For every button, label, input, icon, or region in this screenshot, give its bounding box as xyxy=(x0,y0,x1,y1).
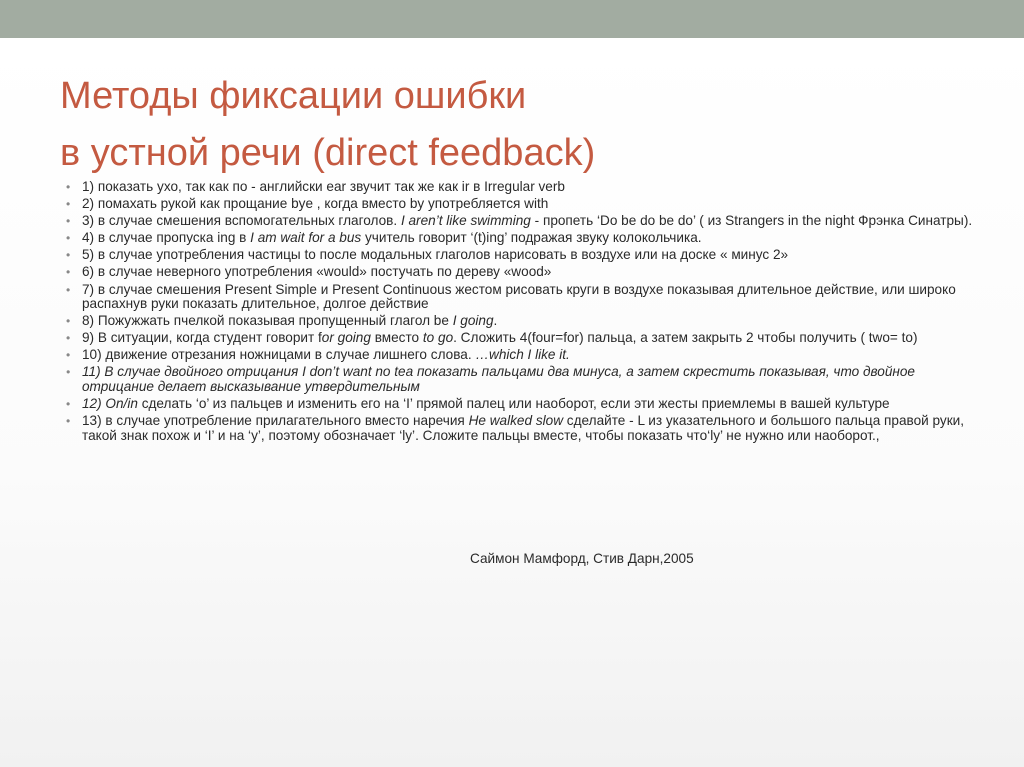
list-item xyxy=(80,248,980,263)
list-item xyxy=(80,365,980,394)
list-item xyxy=(80,180,980,195)
title-line-2: в устной речи (direct feedback) xyxy=(60,132,596,174)
item-text: 9) В ситуации, когда студент говорит f xyxy=(82,330,322,346)
item-text: 6) в случае неверного употребления «would» постучать по дереву «wood» xyxy=(82,264,552,280)
item-text: 10) движение отрезания ножницами в случае лишнего слова. xyxy=(82,347,476,363)
item-text: . Сложить 4(four=for) пальца, а затем закрыть 2 чтобы получить ( two= to) xyxy=(453,330,918,346)
list-item xyxy=(80,214,980,229)
slide-title xyxy=(60,68,960,182)
list-item xyxy=(80,331,980,346)
bullet-list xyxy=(80,180,980,446)
top-accent-bar xyxy=(0,0,1024,38)
item-text: - пропеть ‘Do be do be do’ ( из Strangers in the night Фрэнка Синатры). xyxy=(530,213,973,229)
item-text: сделайте - L из указательного и большого пальца правой руки, такой знак похож и ‘I’ и на ‘y’, поэтому обозначает ‘ly’. Сложите пальцы вместе, чтобы показать что‘ly’ не нужно или наоборот., xyxy=(82,413,965,443)
item-example: I am wait for a bus xyxy=(250,230,362,246)
item-example: He walked slow xyxy=(468,413,564,429)
item-text: вместо xyxy=(370,330,423,346)
item-text: 7) в случае смешения Present Simple и Present Continuous жестом рисовать круги в воздухе показывая длительное действие, или широко распахнув руки показать длительное, долгое действие xyxy=(82,281,956,312)
item-example: 12) On/in xyxy=(82,396,138,412)
item-text: сделать ‘о’ из пальцев и изменить его на ‘I’ прямой палец или наоборот, если эти жесты приемлемы в вашей культуре xyxy=(137,396,890,412)
item-text: 2) помахать рукой как прощание bye , когда вместо by употребляется with xyxy=(82,196,549,212)
item-example: or going xyxy=(321,330,371,346)
author-citation: Саймон Мамфорд, Стив Дарн,2005 xyxy=(470,551,694,566)
item-text: учитель говорит ‘(t)ing’ подражая звуку колокольчика. xyxy=(361,230,702,246)
item-text: 4) в случае пропуска ing в xyxy=(82,230,251,246)
title-line-1: Методы фиксации ошибки xyxy=(60,75,527,117)
item-example: to go xyxy=(422,330,454,346)
list-item xyxy=(80,314,980,329)
item-text: 11) В случае двойного отрицания I don’t want no tea показать пальцами два минуса, а затем скрестить показывая, что двойное отрицание делает высказывание утвердительным xyxy=(82,364,915,394)
list-item xyxy=(80,397,980,412)
list-item xyxy=(80,283,980,312)
item-example: …which I like it. xyxy=(475,347,570,363)
item-example: I going xyxy=(452,313,494,329)
item-text: 13) в случае употребление прилагательного вместо наречия xyxy=(82,413,469,429)
item-example: I aren’t like swimming xyxy=(400,213,531,229)
list-item xyxy=(80,348,980,363)
list-item xyxy=(80,265,980,280)
list-item xyxy=(80,197,980,212)
list-item xyxy=(80,231,980,246)
item-text: . xyxy=(493,313,498,329)
item-text: 8) Пожужжать пчелкой показывая пропущенный глагол be xyxy=(82,313,453,329)
item-text: 3) в случае смешения вспомогательных глаголов. xyxy=(82,213,401,229)
item-text: 1) показать ухо, так как по - английски ear звучит так же как ir в Irregular verb xyxy=(82,179,565,194)
item-text: 5) в случае употребления частицы to после модальных глаголов нарисовать в воздухе или на доске « минус 2» xyxy=(82,247,789,263)
list-item xyxy=(80,414,980,443)
